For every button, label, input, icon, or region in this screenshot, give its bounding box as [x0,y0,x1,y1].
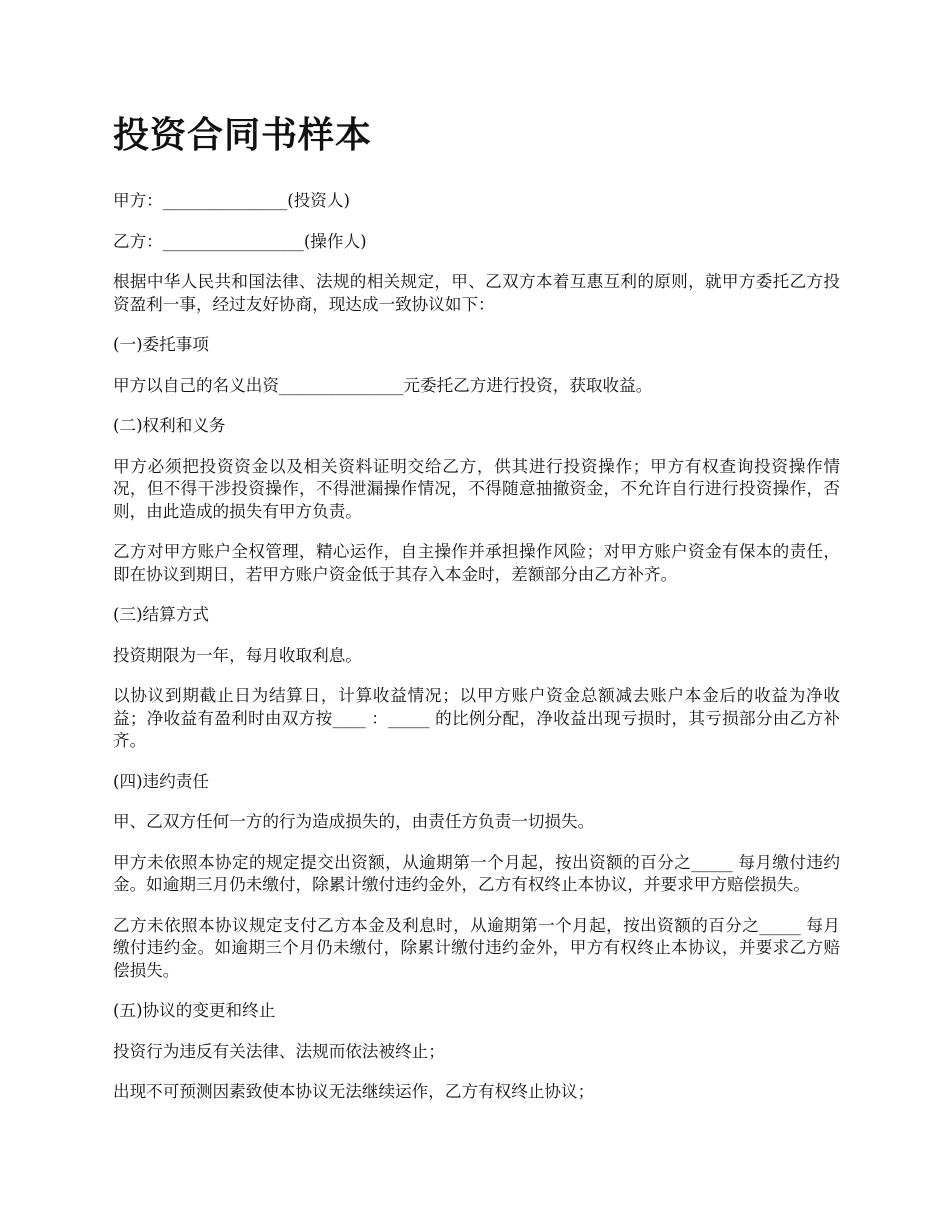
settlement-paragraph-profit: 以协议到期截止日为结算日，计算收益情况；以甲方账户资金总额减去账户本金后的收益为净收益；净收益有盈利时由双方按____ ：_____ 的比例分配，净收益出现亏损时，其亏损部分由乙方补齐。 [113,686,840,750]
document-page [113,110,840,1122]
document-title: 投资合同书样本 [113,115,373,156]
section-heading-settlement: (三)结算方式 [113,605,209,624]
section-heading-liability: (四)违约责任 [113,771,209,791]
termination-paragraph-law: 投资行为违反有关法律、法规而依法被终止； [113,1041,445,1061]
rights-paragraph-party-a: 甲方必须把投资资金以及相关资料证明交给乙方，供其进行投资操作；甲方有权查询投资操作情况，但不得干涉投资操作，不得泄漏操作情况，不得随意抽撤资金，不允许自行进行投资操作，否则，由此造成的损失有甲方负责。 [113,456,840,521]
liability-paragraph-party-a: 甲方未依照本协定的规定提交出资额，从逾期第一个月起，按出资额的百分之_____ 每月缴付违约金。如逾期三月仍未缴付，除累计缴付违约金外，乙方有权终止本协议，并要求甲方赔偿损失。 [113,852,840,894]
preamble-paragraph: 根据中华人民共和国法律、法规的相关规定，甲、乙双方本着互惠互利的原则，就甲方委托乙方投资盈利一事，经过友好协商，现达成一致协议如下： [113,272,840,314]
party-b-line: 乙方：_________________(操作人) [113,231,367,251]
termination-paragraph-unforeseen: 出现不可预测因素致使本协议无法继续运作，乙方有权终止协议； [113,1082,595,1101]
rights-paragraph-party-b: 乙方对甲方账户全权管理，精心运作，自主操作并承担操作风险；对甲方账户资金有保本的责任，即在协议到期日，若甲方账户资金低于其存入本金时，差额部分由乙方补齐。 [113,542,840,584]
section-heading-rights: (二)权利和义务 [113,416,226,435]
liability-paragraph-general: 甲、乙双方任何一方的行为造成损失的，由责任方负责一切损失。 [113,812,595,831]
section-heading-entrustment: (一)委托事项 [113,335,209,354]
section-heading-termination: (五)协议的变更和终止 [113,1001,276,1020]
liability-paragraph-party-b: 乙方未依照本协议规定支付乙方本金及利息时，从逾期第一个月起，按出资额的百分之_____ 每月缴付违约金。如逾期三个月仍未缴付，除累计缴付违约金外，甲方有权终止本协议，并要求乙方赔偿损失。 [113,915,840,980]
settlement-paragraph-term: 投资期限为一年，每月收取利息。 [113,645,362,665]
entrustment-paragraph: 甲方以自己的名义出资_______________元委托乙方进行投资，获取收益。 [113,375,653,395]
party-a-line: 甲方：_______________(投资人) [113,191,350,210]
